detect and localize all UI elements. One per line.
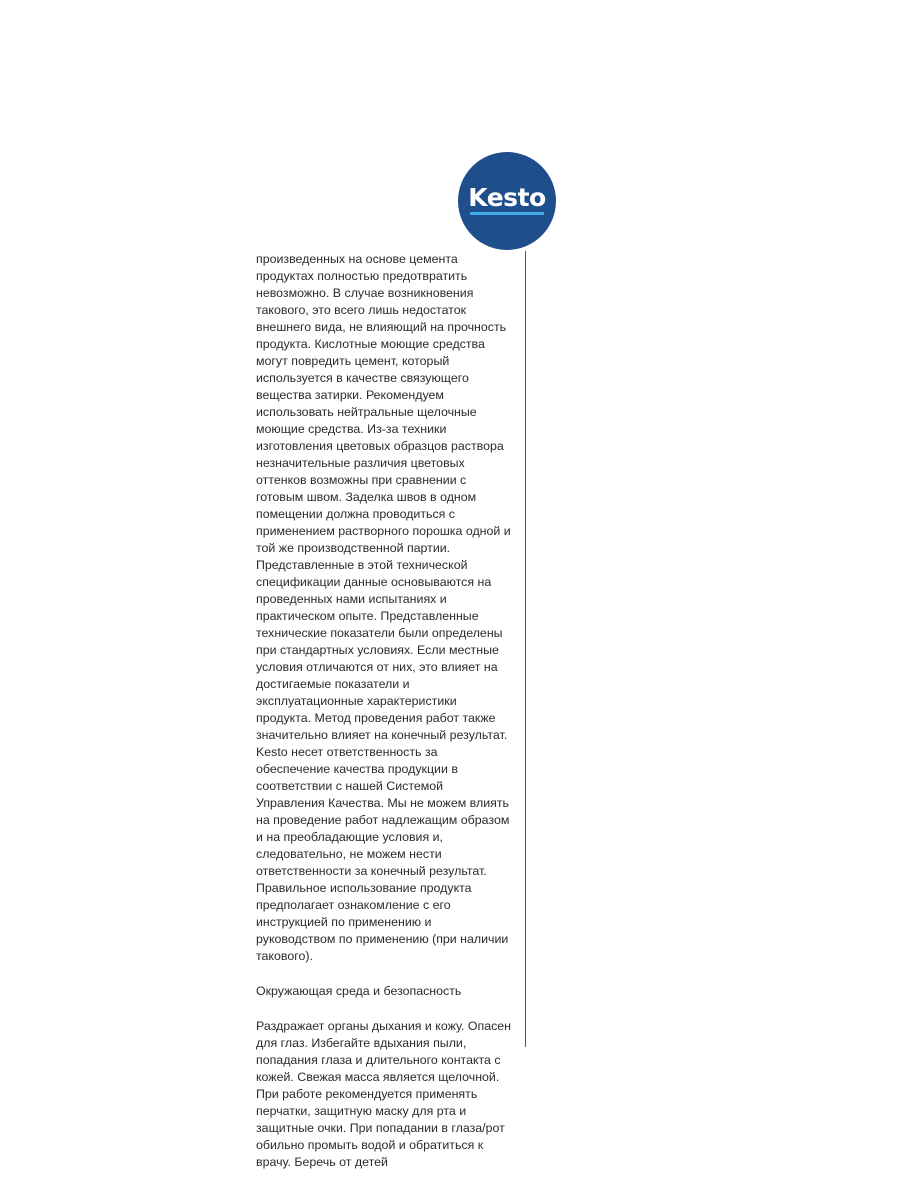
- body-paragraph-2: Раздражает органы дыхания и кожу. Опасен для глаз. Избегайте вдыхания пыли, попадания глаза и длительного контакта с кожей. Свежая масса является щелочной. При работе рекомендуется применять перчатки, защитную маску для рта и защитные очки. При попадании в глаза/рот обильно промыть водой и обратиться к врачу. Беречь от детей: [256, 1019, 512, 1169]
- document-text-column: [256, 251, 514, 1171]
- logo-wordmark: Kesto: [468, 183, 546, 212]
- section-heading-environment-safety: Окружающая среда и безопасность: [256, 984, 462, 998]
- body-paragraph-1: произведенных на основе цемента продуктах полностью предотвратить невозможно. В случае возникновения такового, это всего лишь недостаток внешнего вида, не влияющий на прочность продукта. Кислотные моющие средства могут повредить цемент, который используется в качестве связующего вещества затирки. Рекомендуем использовать нейтральные щелочные моющие средства. Из-за техники изготовления цветовых образцов раствора незначительные различия цветовых оттенков возможны при сравнении с готовым швом. Заделка швов в одном помещении должна проводиться с применением растворного порошка одной и той же производственной партии. Представленные в этой технической спецификации данные основываются на проведенных нами испытаниях и практическом опыте. Представленные технические показатели были определены при стандартных условиях. Если местные условия отличаются от них, это влияет на достигаемые показатели и эксплуатационные характеристики продукта. Метод проведения работ также значительно влияет на конечный результат. Kesto несет ответственность за обеспечение качества продукции в соответствии с нашей Системой Управления Качества. Мы не можем влиять на проведение работ надлежащим образом и на преобладающие условия и, следовательно, не можем нести ответственности за конечный результат. Правильное использование продукта предполагает ознакомление с его инструкцией по применению и руководством по применению (при наличии такового).: [256, 252, 511, 963]
- kesto-logo: [458, 152, 556, 250]
- logo-underline: [470, 212, 544, 215]
- vertical-divider: [525, 251, 526, 1047]
